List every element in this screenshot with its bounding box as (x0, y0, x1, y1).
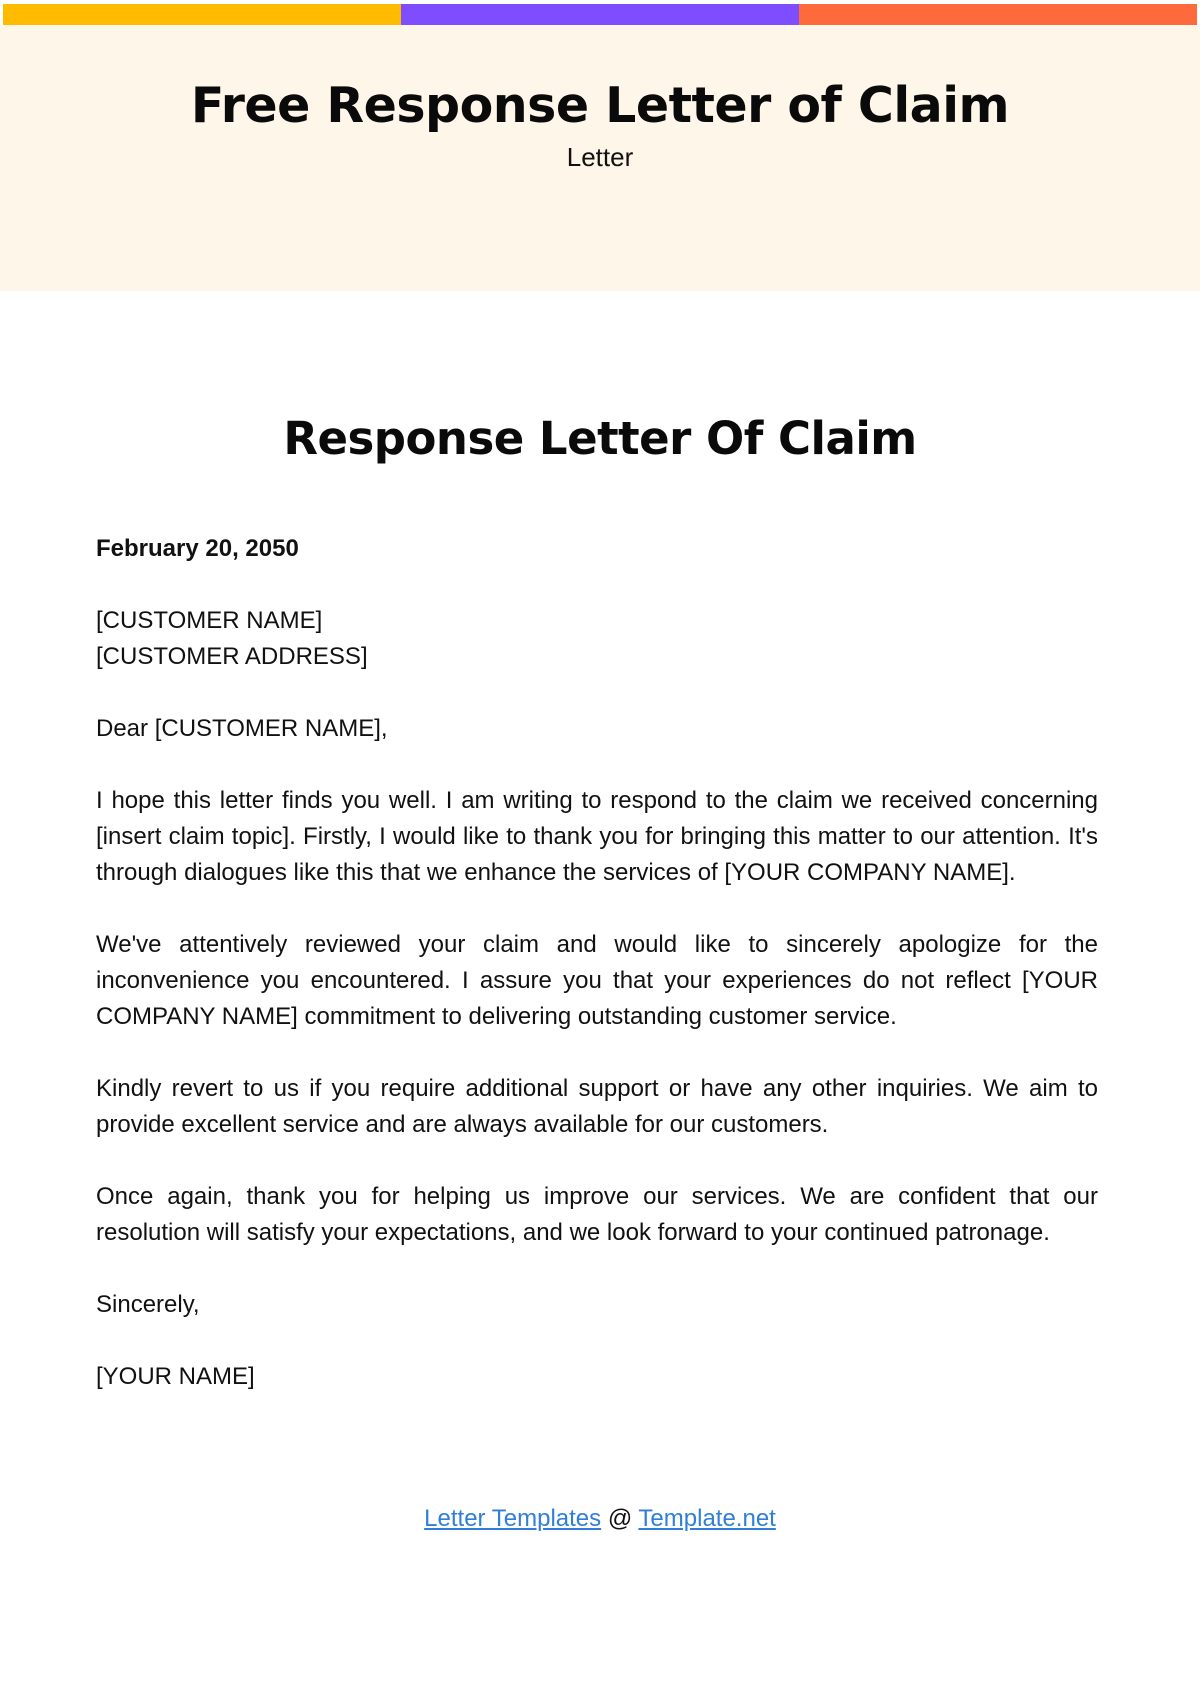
recipient-address: [CUSTOMER ADDRESS] (96, 643, 368, 670)
closing: Sincerely, (96, 1291, 200, 1318)
body-paragraph-2: We've attentively reviewed your claim and would like to sincerely apologize for the inconvenience you encountered. I assure you that your experiences do not reflect [YOUR COMPANY NAME] commitment to delivering outstanding customer service. (96, 931, 1098, 1030)
body-paragraph-3: Kindly revert to us if you require additional support or have any other inquiries. We aim to provide excellent service and are always available for our customers. (96, 1075, 1098, 1138)
top-color-stripe (3, 4, 1197, 25)
footer-links (0, 1505, 1200, 1533)
stripe-segment-purple (401, 4, 799, 25)
letter-templates-link[interactable]: Letter Templates (424, 1505, 602, 1532)
signature: [YOUR NAME] (96, 1363, 255, 1390)
letter-body (96, 531, 1098, 1431)
letter-date: February 20, 2050 (96, 535, 299, 562)
recipient-name: [CUSTOMER NAME] (96, 607, 323, 634)
stripe-segment-yellow (3, 4, 401, 25)
template-net-link[interactable]: Template.net (638, 1505, 776, 1532)
footer-separator: @ (601, 1505, 639, 1532)
banner-subtitle: Letter (566, 141, 634, 172)
recipient-block (96, 603, 1098, 675)
header-banner (0, 25, 1200, 291)
stripe-segment-orange (799, 4, 1197, 25)
body-paragraph-1: I hope this letter finds you well. I am writing to respond to the claim we received concerning [insert claim topic]. Firstly, I would like to thank you for bringing this matter to our attention. It's through dialogues like this that we enhance the services of [YOUR COMPANY NAME]. (96, 787, 1098, 886)
document-title: Response Letter Of Claim (283, 412, 917, 465)
banner-title: Free Response Letter of Claim (190, 77, 1010, 134)
body-paragraph-4: Once again, thank you for helping us improve our services. We are confident that our resolution will satisfy your expectations, and we look forward to your continued patronage. (96, 1183, 1098, 1246)
salutation: Dear [CUSTOMER NAME], (96, 715, 388, 742)
